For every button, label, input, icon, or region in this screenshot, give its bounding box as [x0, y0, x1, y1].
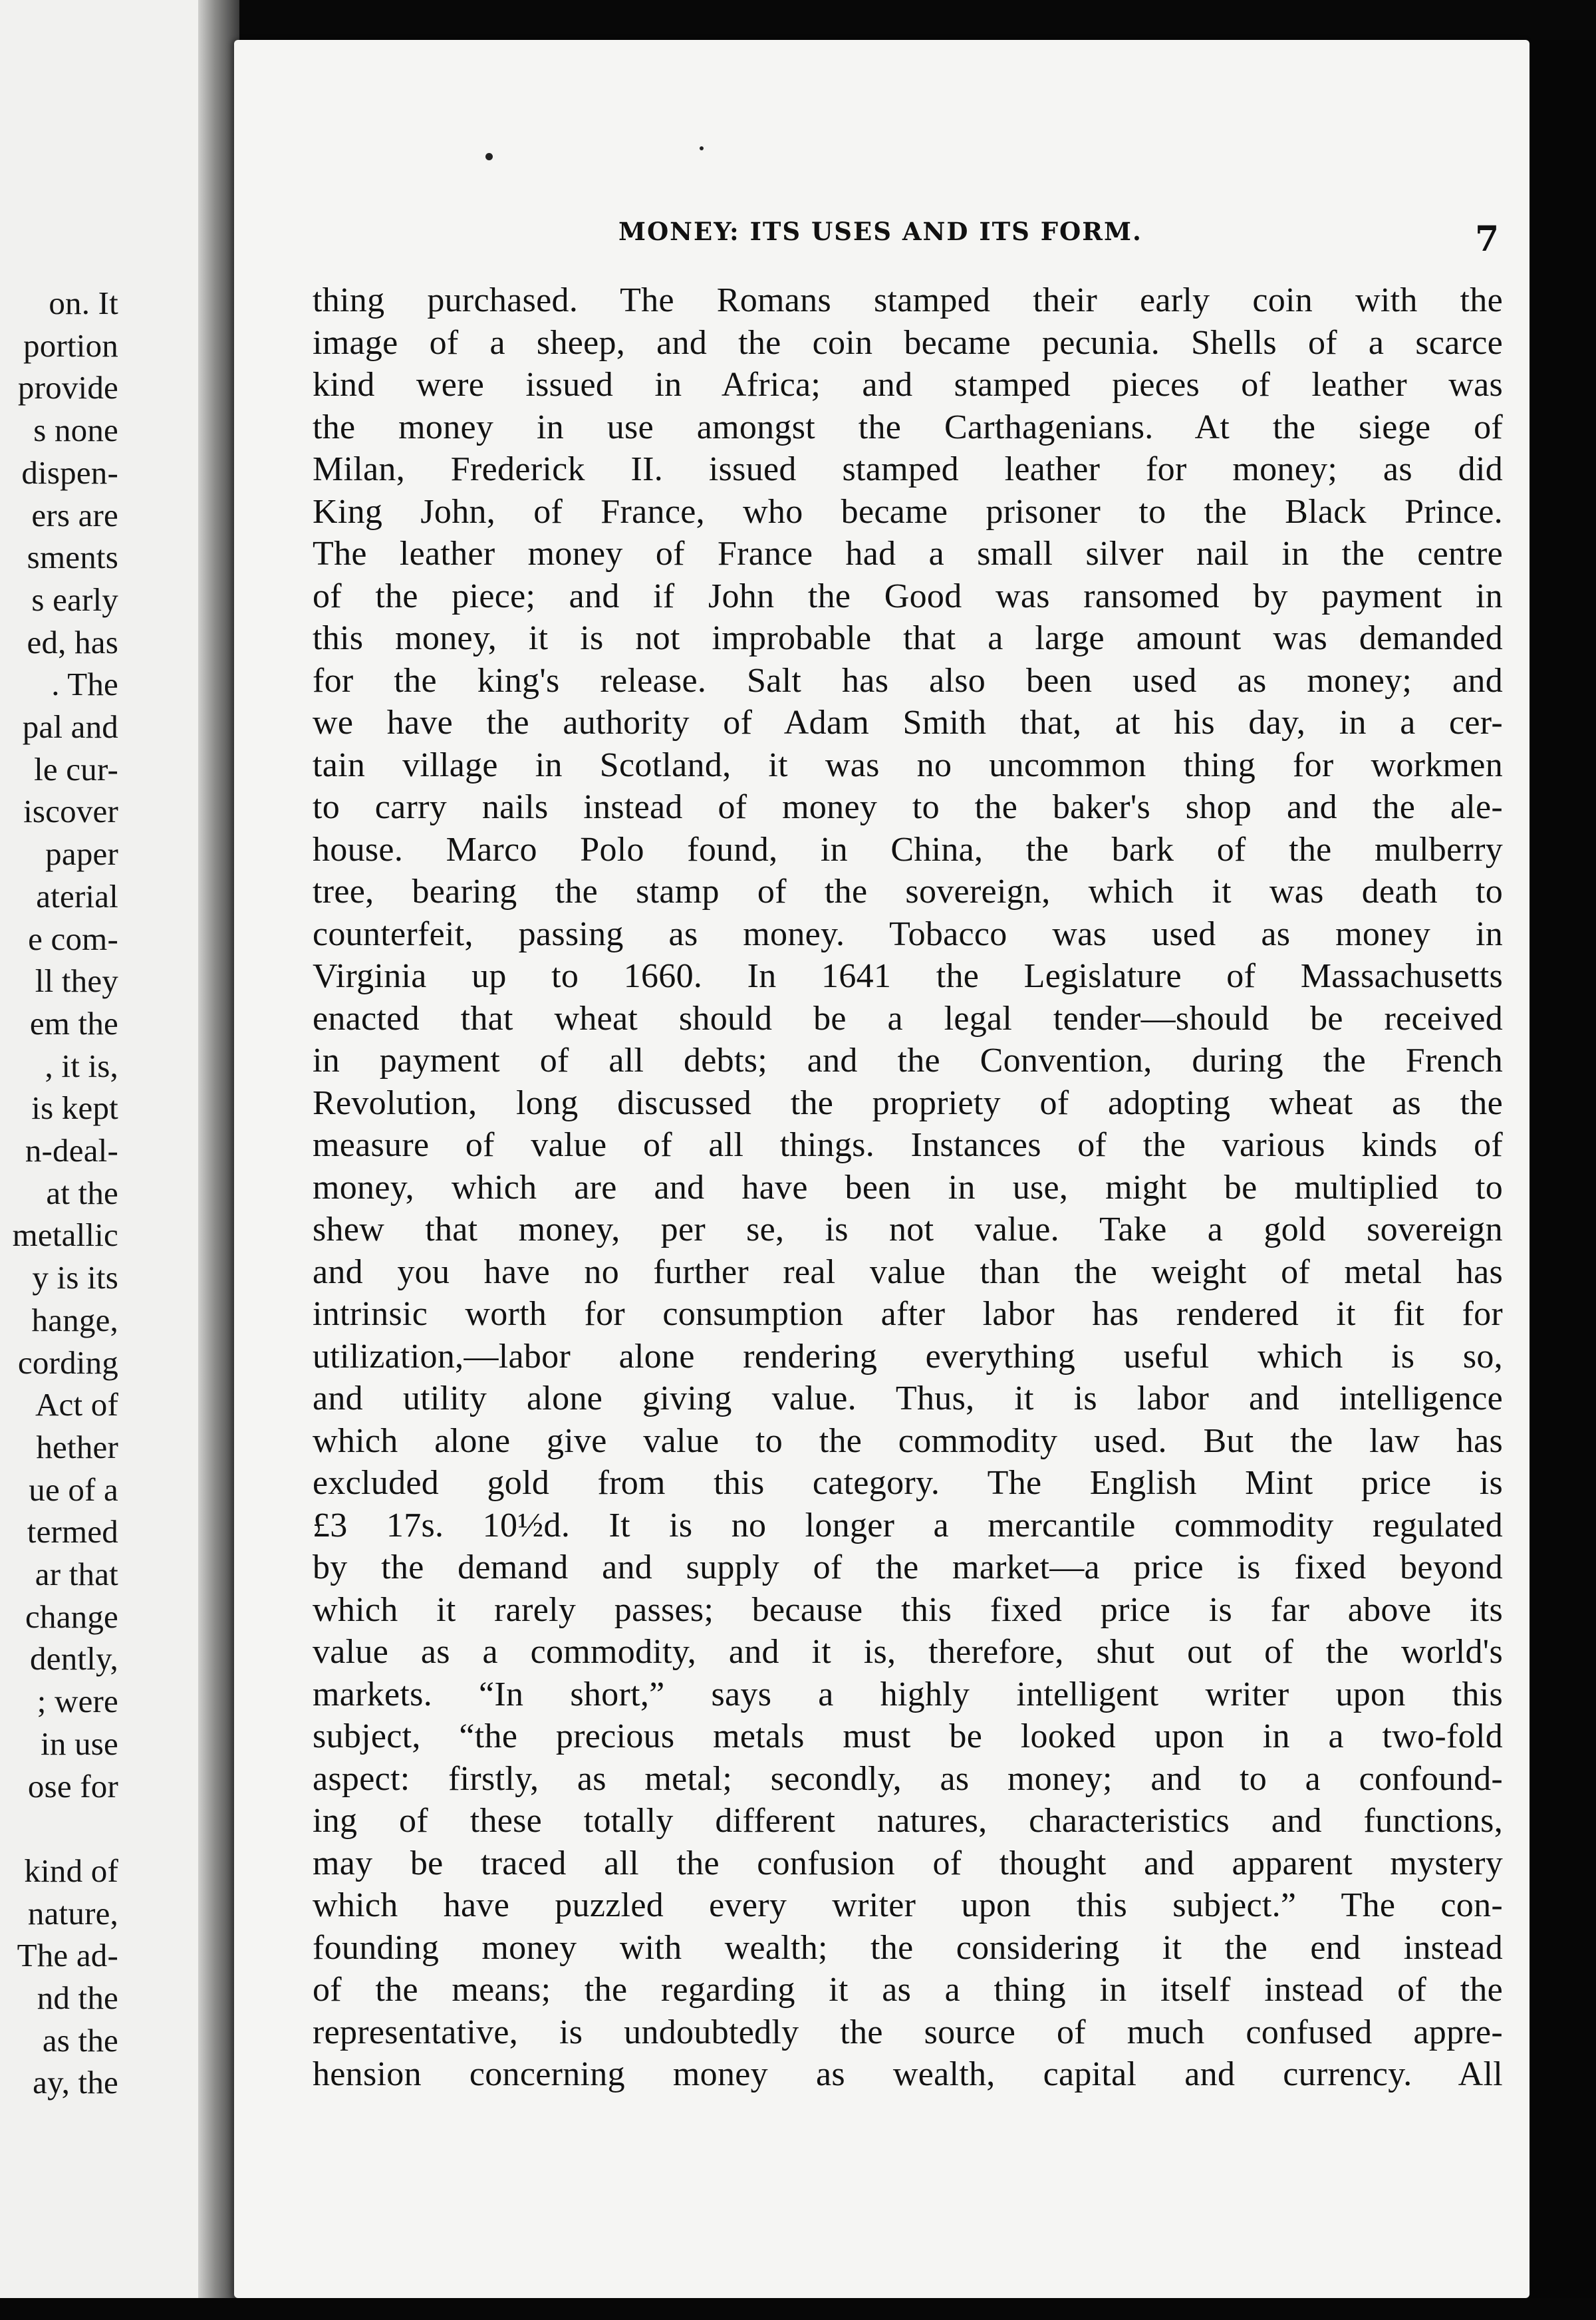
left-page-line: s none — [33, 412, 118, 449]
body-line: tain village in Scotland, it was no uncommon thing for workmen — [313, 746, 1503, 784]
left-page-line: . The — [51, 666, 118, 703]
left-page-line: ; were — [37, 1683, 118, 1720]
body-line: to carry nails instead of money to the baker's shop and the ale- — [313, 788, 1503, 826]
left-page-line: paper — [45, 835, 118, 873]
left-page-line: change — [25, 1598, 118, 1635]
left-page-line: s early — [31, 581, 118, 618]
left-page-line: ll they — [35, 962, 118, 1000]
left-page-line: hether — [36, 1428, 118, 1465]
left-page-line: y is its — [32, 1259, 118, 1296]
body-line: which have puzzled every writer upon this subject.” The con- — [313, 1886, 1503, 1924]
body-line: and utility alone giving value. Thus, it is labor and intelligence — [313, 1379, 1503, 1417]
body-line: for the king's release. Salt has also been used as money; and — [313, 661, 1503, 700]
body-line: intrinsic worth for consumption after labor has rendered it fit for — [313, 1295, 1503, 1333]
left-page-line: le cur- — [34, 750, 118, 788]
left-page-line: cording — [17, 1344, 118, 1381]
left-page-line: ar that — [35, 1556, 118, 1592]
body-line: £3 17s. 10½d. It is no longer a mercantile commodity regulated — [313, 1506, 1503, 1544]
left-page-line: nd the — [37, 1979, 118, 2016]
left-page-line: em the — [29, 1004, 118, 1042]
body-line: shew that money, per se, is not value. Take a gold sovereign — [313, 1211, 1503, 1248]
body-line: which it rarely passes; because this fixed price is far above its — [313, 1590, 1503, 1629]
left-page-line: portion — [23, 327, 118, 364]
body-line: counterfeit, passing as money. Tobacco was used as money in — [313, 915, 1503, 953]
left-page-line: , it is, — [45, 1047, 118, 1084]
body-line: and you have no further real value than the weight of metal has — [313, 1252, 1503, 1291]
body-line: founding money with wealth; the considering it the end instead — [313, 1928, 1503, 1967]
body-line: image of a sheep, and the coin became pecunia. Shells of a scarce — [313, 323, 1503, 362]
left-page-line: is kept — [31, 1089, 118, 1127]
body-line: may be traced all the confusion of thought and apparent mystery — [313, 1844, 1503, 1882]
body-line: in payment of all debts; and the Convention, during the French — [313, 1042, 1503, 1080]
left-page-line: termed — [27, 1513, 118, 1550]
body-line: value as a commodity, and it is, therefore, shut out of the world's — [313, 1633, 1503, 1671]
left-page-line: nature, — [27, 1894, 118, 1932]
left-page-line: iscover — [23, 793, 118, 830]
left-page-line: dispen- — [21, 454, 118, 491]
body-line: this money, it is not improbable that a large amount was demanded — [313, 619, 1503, 657]
left-page-line: aterial — [36, 877, 118, 915]
body-line: measure of value of all things. Instances of the various kinds of — [313, 1126, 1503, 1164]
left-page-line: The ad- — [17, 1937, 118, 1974]
left-page-line: metallic — [12, 1217, 118, 1254]
left-page-line: ue of a — [29, 1471, 118, 1508]
body-line: kind were issued in Africa; and stamped pieces of leather was — [313, 366, 1503, 404]
running-head: MONEY: ITS USES AND ITS FORM. — [618, 217, 1142, 246]
body-line: aspect: firstly, as metal; secondly, as money; and to a confound- — [313, 1759, 1503, 1798]
left-page-line: as the — [42, 2021, 118, 2059]
body-line: Milan, Frederick II. issued stamped leather for money; as did — [313, 450, 1503, 488]
left-page-line: pal and — [22, 708, 118, 745]
left-page-line: e com- — [28, 920, 118, 957]
left-page-line: at the — [46, 1174, 118, 1211]
body-line: enacted that wheat should be a legal tender—should be received — [313, 999, 1503, 1038]
body-line: house. Marco Polo found, in China, the bark of the mulberry — [313, 830, 1503, 869]
left-page-fragment — [0, 0, 211, 2320]
body-line: of the means; the regarding it as a thing in itself instead of the — [313, 1971, 1503, 2009]
body-line: excluded gold from this category. The English Mint price is — [313, 1464, 1503, 1502]
body-line: markets. “In short,” says a highly intelligent writer upon this — [313, 1675, 1503, 1713]
left-page-line: kind of — [24, 1852, 118, 1889]
left-page-line: n-deal- — [25, 1132, 118, 1169]
body-line: The leather money of France had a small silver nail in the centre — [313, 535, 1503, 573]
left-page-line: Act of — [35, 1386, 118, 1423]
page-number: 7 — [1475, 219, 1500, 259]
body-line: Virginia up to 1660. In 1641 the Legislature of Massachusetts — [313, 957, 1503, 995]
body-line: Revolution, long discussed the propriety of adopting wheat as the — [313, 1084, 1503, 1122]
left-page-line: sments — [27, 539, 118, 576]
ink-speck — [700, 146, 704, 150]
body-line: of the piece; and if John the Good was ransomed by payment in — [313, 577, 1503, 615]
body-line: which alone give value to the commodity used. But the law has — [313, 1421, 1503, 1460]
body-line: utilization,—labor alone rendering everything useful which is so, — [313, 1337, 1503, 1376]
body-line: ing of these totally different natures, characteristics and functions, — [313, 1802, 1503, 1840]
body-line: subject, “the precious metals must be looked upon in a two-fold — [313, 1717, 1503, 1755]
left-page-line — [0, 1808, 211, 1849]
body-line: King John, of France, who became prisoner to the Black Prince. — [313, 492, 1503, 531]
ink-speck — [485, 153, 493, 160]
left-page-line: dently, — [30, 1640, 118, 1677]
body-line: thing purchased. The Romans stamped their early coin with the — [313, 281, 1503, 319]
left-page-line: provide — [17, 369, 118, 406]
body-line: hension concerning money as wealth, capital and currency. All — [313, 2055, 1503, 2093]
body-text — [313, 279, 1503, 2096]
scan-bottom-border — [0, 2298, 1596, 2320]
body-line: representative, is undoubtedly the source of much confused appre- — [313, 2013, 1503, 2051]
scan-right-border — [1530, 40, 1596, 2320]
left-page-line: hange, — [31, 1301, 118, 1338]
left-page-line: ose for — [27, 1767, 118, 1805]
left-page-line: ay, the — [33, 2064, 118, 2101]
left-page-line: ed, has — [27, 623, 118, 660]
body-line: tree, bearing the stamp of the sovereign, which it was death to — [313, 873, 1503, 911]
body-line: by the demand and supply of the market—a price is fixed beyond — [313, 1548, 1503, 1586]
left-page-line: in use — [41, 1725, 118, 1762]
left-page-line: ers are — [31, 496, 118, 533]
body-line: money, which are and have been in use, might be multiplied to — [313, 1168, 1503, 1207]
left-page-line: on. It — [49, 285, 118, 321]
book-gutter — [198, 0, 239, 2320]
body-line: the money in use amongst the Carthagenians. At the siege of — [313, 408, 1503, 446]
body-line: we have the authority of Adam Smith that, at his day, in a cer- — [313, 704, 1503, 742]
